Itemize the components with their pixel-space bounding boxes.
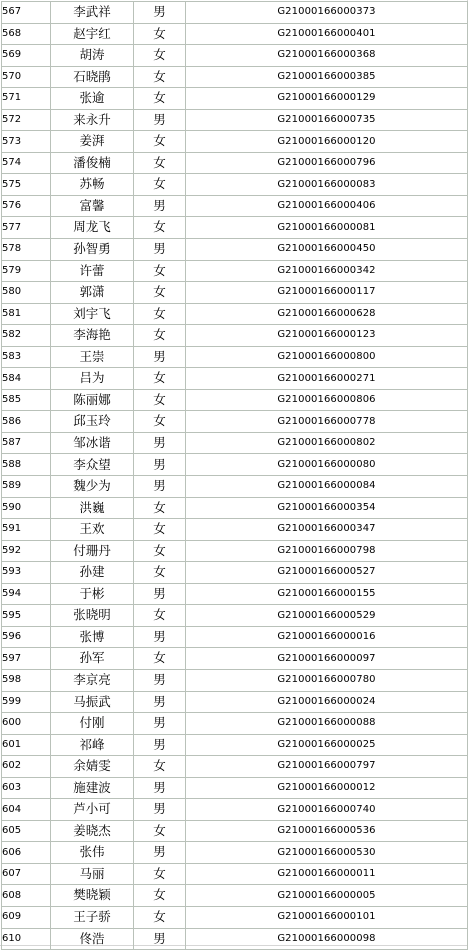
person-name: 马丽 <box>51 863 134 885</box>
row-number: 572 <box>2 109 51 131</box>
table-row <box>2 411 468 433</box>
row-number: 600 <box>2 713 51 735</box>
gender-cell: 男 <box>134 239 186 261</box>
registration-id: G21000166000735 <box>186 109 468 131</box>
row-number: 601 <box>2 734 51 756</box>
table-row <box>2 713 468 735</box>
gender-cell: 男 <box>134 432 186 454</box>
person-name: 王欢 <box>51 519 134 541</box>
person-name: 付珊丹 <box>51 540 134 562</box>
table-row <box>2 368 468 390</box>
registration-id: G21000166000796 <box>186 152 468 174</box>
registration-id: G21000166000802 <box>186 432 468 454</box>
table-row <box>2 756 468 778</box>
registration-id: G21000166000342 <box>186 260 468 282</box>
registration-id: G21000166000368 <box>186 45 468 67</box>
row-number: 576 <box>2 195 51 217</box>
table-row <box>2 282 468 304</box>
gender-cell: 女 <box>134 648 186 670</box>
registration-id: G21000166000373 <box>186 2 468 24</box>
person-name: 姜湃 <box>51 131 134 153</box>
registration-id: G21000166000101 <box>186 906 468 928</box>
table-row <box>2 88 468 110</box>
gender-cell: 女 <box>134 303 186 325</box>
registration-id: G21000166000088 <box>186 713 468 735</box>
person-name: 孙智勇 <box>51 239 134 261</box>
row-number: 596 <box>2 626 51 648</box>
gender-cell: 女 <box>134 562 186 584</box>
person-name: 邱玉玲 <box>51 411 134 433</box>
gender-cell: 女 <box>134 23 186 45</box>
registration-id: G21000166000347 <box>186 519 468 541</box>
row-number: 580 <box>2 282 51 304</box>
table-row <box>2 691 468 713</box>
row-number: 568 <box>2 23 51 45</box>
registration-id: G21000166000780 <box>186 669 468 691</box>
person-name: 张晓明 <box>51 605 134 627</box>
row-number: 578 <box>2 239 51 261</box>
row-number: 609 <box>2 906 51 928</box>
table-row <box>2 2 468 24</box>
table-row <box>2 152 468 174</box>
gender-cell: 女 <box>134 174 186 196</box>
gender-cell: 男 <box>134 799 186 821</box>
registration-id: G21000166000271 <box>186 368 468 390</box>
registration-id: G21000166000097 <box>186 648 468 670</box>
person-name: 刘宇飞 <box>51 303 134 325</box>
gender-cell: 女 <box>134 88 186 110</box>
gender-cell: 女 <box>134 540 186 562</box>
table-row <box>2 799 468 821</box>
gender-cell: 男 <box>134 476 186 498</box>
row-number: 581 <box>2 303 51 325</box>
gender-cell: 男 <box>134 713 186 735</box>
gender-cell: 男 <box>134 777 186 799</box>
gender-cell: 男 <box>134 842 186 864</box>
row-number: 599 <box>2 691 51 713</box>
table-row <box>2 23 468 45</box>
row-number: 579 <box>2 260 51 282</box>
person-name: 马振武 <box>51 691 134 713</box>
table-row <box>2 605 468 627</box>
gender-cell: 女 <box>134 497 186 519</box>
table-row <box>2 303 468 325</box>
gender-cell: 女 <box>134 260 186 282</box>
person-name: 来永升 <box>51 109 134 131</box>
registration-id: G21000166000778 <box>186 411 468 433</box>
row-number: 570 <box>2 66 51 88</box>
person-name: 芦小可 <box>51 799 134 821</box>
table-row <box>2 454 468 476</box>
roster-body <box>2 2 468 950</box>
registration-id: G21000166000120 <box>186 131 468 153</box>
registration-id: G21000166000406 <box>186 195 468 217</box>
row-number: 603 <box>2 777 51 799</box>
table-row <box>2 260 468 282</box>
registration-id: G21000166000529 <box>186 605 468 627</box>
row-number: 591 <box>2 519 51 541</box>
table-row <box>2 195 468 217</box>
gender-cell: 男 <box>134 454 186 476</box>
row-number: 585 <box>2 389 51 411</box>
person-name: 胡涛 <box>51 45 134 67</box>
registration-id: G21000166000800 <box>186 346 468 368</box>
person-name: 余婧雯 <box>51 756 134 778</box>
row-number: 593 <box>2 562 51 584</box>
table-row <box>2 863 468 885</box>
gender-cell: 男 <box>134 583 186 605</box>
table-row <box>2 885 468 907</box>
row-number: 597 <box>2 648 51 670</box>
gender-cell: 男 <box>134 109 186 131</box>
table-row <box>2 583 468 605</box>
table-row <box>2 820 468 842</box>
table-row <box>2 217 468 239</box>
table-row <box>2 45 468 67</box>
person-name: 张伟 <box>51 842 134 864</box>
row-number: 595 <box>2 605 51 627</box>
row-number: 594 <box>2 583 51 605</box>
gender-cell: 男 <box>134 928 186 950</box>
person-name: 邹冰谐 <box>51 432 134 454</box>
registration-id: G21000166000016 <box>186 626 468 648</box>
gender-cell: 男 <box>134 669 186 691</box>
roster-table <box>1 1 468 950</box>
registration-id: G21000166000740 <box>186 799 468 821</box>
row-number: 577 <box>2 217 51 239</box>
gender-cell: 男 <box>134 734 186 756</box>
table-row <box>2 239 468 261</box>
table-row <box>2 669 468 691</box>
table-row <box>2 497 468 519</box>
gender-cell: 男 <box>134 195 186 217</box>
person-name: 魏少为 <box>51 476 134 498</box>
row-number: 567 <box>2 2 51 24</box>
person-name: 付刚 <box>51 713 134 735</box>
table-row <box>2 734 468 756</box>
person-name: 张博 <box>51 626 134 648</box>
registration-id: G21000166000080 <box>186 454 468 476</box>
person-name: 李京亮 <box>51 669 134 691</box>
gender-cell: 男 <box>134 626 186 648</box>
row-number: 605 <box>2 820 51 842</box>
table-row <box>2 389 468 411</box>
registration-id: G21000166000450 <box>186 239 468 261</box>
person-name: 祁峰 <box>51 734 134 756</box>
person-name: 潘俊楠 <box>51 152 134 174</box>
table-row <box>2 626 468 648</box>
table-row <box>2 432 468 454</box>
registration-id: G21000166000083 <box>186 174 468 196</box>
table-row <box>2 906 468 928</box>
gender-cell: 女 <box>134 389 186 411</box>
row-number: 582 <box>2 325 51 347</box>
registration-id: G21000166000536 <box>186 820 468 842</box>
table-row <box>2 346 468 368</box>
gender-cell: 女 <box>134 756 186 778</box>
person-name: 吕为 <box>51 368 134 390</box>
person-name: 李海艳 <box>51 325 134 347</box>
registration-id: G21000166000117 <box>186 282 468 304</box>
registration-id: G21000166000024 <box>186 691 468 713</box>
row-number: 604 <box>2 799 51 821</box>
registration-id: G21000166000129 <box>186 88 468 110</box>
registration-id: G21000166000081 <box>186 217 468 239</box>
registration-id: G21000166000527 <box>186 562 468 584</box>
table-row <box>2 842 468 864</box>
registration-id: G21000166000385 <box>186 66 468 88</box>
gender-cell: 女 <box>134 131 186 153</box>
gender-cell: 女 <box>134 906 186 928</box>
row-number: 608 <box>2 885 51 907</box>
gender-cell: 女 <box>134 282 186 304</box>
registration-id: G21000166000798 <box>186 540 468 562</box>
gender-cell: 女 <box>134 152 186 174</box>
table-row <box>2 174 468 196</box>
registration-id: G21000166000354 <box>186 497 468 519</box>
gender-cell: 女 <box>134 820 186 842</box>
row-number: 588 <box>2 454 51 476</box>
registration-id: G21000166000011 <box>186 863 468 885</box>
person-name: 施建波 <box>51 777 134 799</box>
table-row <box>2 928 468 950</box>
person-name: 郭潇 <box>51 282 134 304</box>
person-name: 许蕾 <box>51 260 134 282</box>
registration-id: G21000166000005 <box>186 885 468 907</box>
registration-id: G21000166000155 <box>186 583 468 605</box>
gender-cell: 女 <box>134 325 186 347</box>
table-row <box>2 325 468 347</box>
person-name: 富馨 <box>51 195 134 217</box>
row-number: 586 <box>2 411 51 433</box>
registration-id: G21000166000012 <box>186 777 468 799</box>
row-number: 573 <box>2 131 51 153</box>
person-name: 樊晓颖 <box>51 885 134 907</box>
person-name: 李众望 <box>51 454 134 476</box>
registration-id: G21000166000628 <box>186 303 468 325</box>
gender-cell: 女 <box>134 605 186 627</box>
table-row <box>2 66 468 88</box>
registration-id: G21000166000530 <box>186 842 468 864</box>
person-name: 石晓鹃 <box>51 66 134 88</box>
person-name: 李武祥 <box>51 2 134 24</box>
gender-cell: 女 <box>134 519 186 541</box>
table-row <box>2 777 468 799</box>
registration-id: G21000166000806 <box>186 389 468 411</box>
row-number: 610 <box>2 928 51 950</box>
row-number: 587 <box>2 432 51 454</box>
registration-id: G21000166000025 <box>186 734 468 756</box>
table-row <box>2 476 468 498</box>
registration-id: G21000166000797 <box>186 756 468 778</box>
row-number: 571 <box>2 88 51 110</box>
person-name: 周龙飞 <box>51 217 134 239</box>
registration-id: G21000166000084 <box>186 476 468 498</box>
row-number: 569 <box>2 45 51 67</box>
person-name: 于彬 <box>51 583 134 605</box>
gender-cell: 男 <box>134 346 186 368</box>
gender-cell: 女 <box>134 368 186 390</box>
row-number: 589 <box>2 476 51 498</box>
person-name: 王子骄 <box>51 906 134 928</box>
row-number: 606 <box>2 842 51 864</box>
registration-id: G21000166000401 <box>186 23 468 45</box>
gender-cell: 女 <box>134 45 186 67</box>
person-name: 王崇 <box>51 346 134 368</box>
person-name: 张逾 <box>51 88 134 110</box>
table-row <box>2 540 468 562</box>
row-number: 590 <box>2 497 51 519</box>
table-row <box>2 131 468 153</box>
gender-cell: 女 <box>134 411 186 433</box>
person-name: 姜晓杰 <box>51 820 134 842</box>
row-number: 598 <box>2 669 51 691</box>
person-name: 孙军 <box>51 648 134 670</box>
gender-cell: 女 <box>134 885 186 907</box>
table-row <box>2 648 468 670</box>
gender-cell: 男 <box>134 691 186 713</box>
row-number: 574 <box>2 152 51 174</box>
gender-cell: 女 <box>134 66 186 88</box>
person-name: 赵宇红 <box>51 23 134 45</box>
person-name: 洪巍 <box>51 497 134 519</box>
row-number: 602 <box>2 756 51 778</box>
row-number: 575 <box>2 174 51 196</box>
person-name: 佟浩 <box>51 928 134 950</box>
row-number: 583 <box>2 346 51 368</box>
row-number: 584 <box>2 368 51 390</box>
gender-cell: 女 <box>134 863 186 885</box>
gender-cell: 男 <box>134 2 186 24</box>
row-number: 592 <box>2 540 51 562</box>
registration-id: G21000166000098 <box>186 928 468 950</box>
table-row <box>2 562 468 584</box>
row-number: 607 <box>2 863 51 885</box>
registration-id: G21000166000123 <box>186 325 468 347</box>
table-row <box>2 519 468 541</box>
person-name: 孙建 <box>51 562 134 584</box>
person-name: 苏畅 <box>51 174 134 196</box>
table-row <box>2 109 468 131</box>
gender-cell: 女 <box>134 217 186 239</box>
person-name: 陈丽娜 <box>51 389 134 411</box>
